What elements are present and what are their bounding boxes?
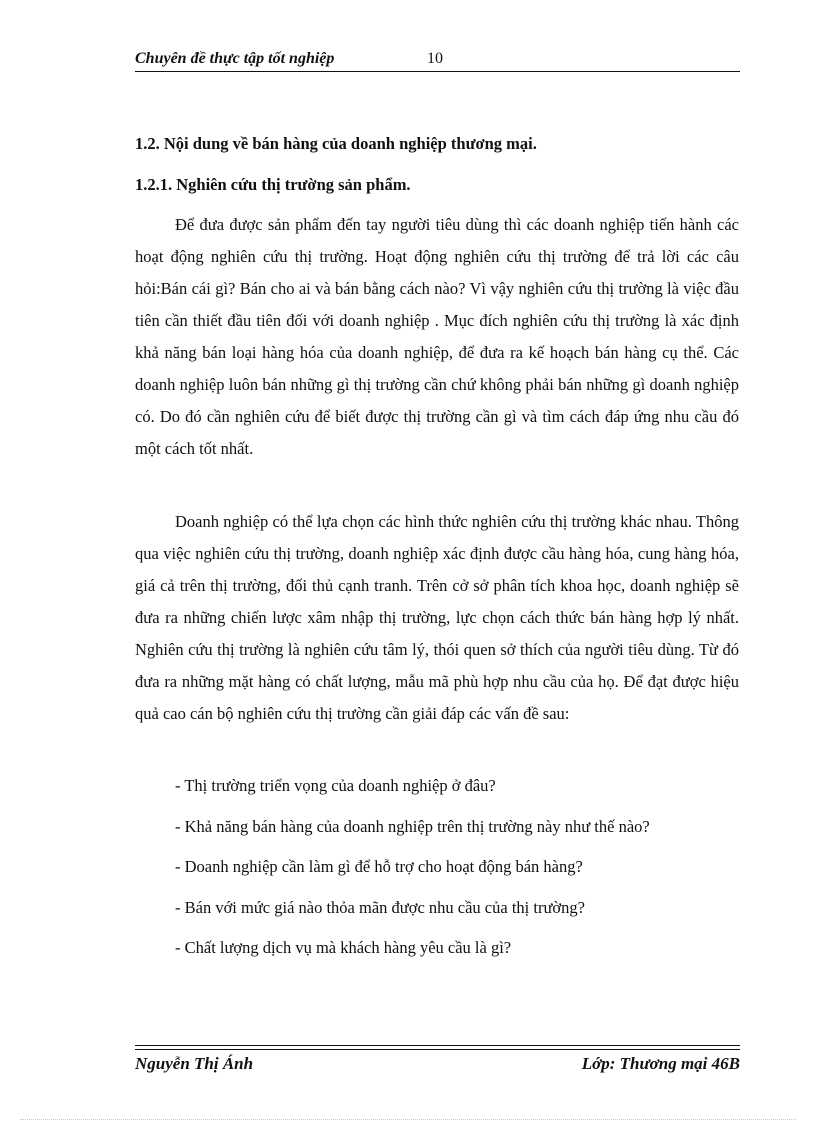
section-heading-1-2: 1.2. Nội dung về bán hàng của doanh nghiệp thương mại. bbox=[135, 134, 537, 153]
paragraph-research-methods: Doanh nghiệp có thể lựa chọn các hình thức nghiên cứu thị trường khác nhau. Thông qua việc nghiên cứu thị trường, doanh nghiệp xác định được cầu hàng hóa, cung hàng hóa, giá cả trên thị trường, đối thủ cạnh tranh. Trên cở sở phân tích khoa học, doanh nghiệp sẽ đưa ra những chiến lược xâm nhập thị trường, lực chọn cách thức bán hàng hợp lý nhất. Nghiên cứu thị trường là nghiên cứu tâm lý, thói quen sở thích của người tiêu dùng. Từ đó đưa ra những mặt hàng có chất lượng, mẫu mã phù hợp nhu cầu của họ. Để đạt được hiệu quả cao cán bộ nghiên cứu thị trường cần giải đáp các vấn đề sau: bbox=[135, 512, 739, 723]
footer-divider-bottom bbox=[135, 1049, 740, 1050]
page-header bbox=[135, 48, 740, 72]
paragraph-market-research-intro: Để đưa được sản phẩm đến tay người tiêu dùng thì các doanh nghiệp tiến hành các hoạt động nghiên cứu thị trường. Hoạt động nghiên cứu thị trường để trả lời các câu hỏi:Bán cái gì? Bán cho ai và bán bằng cách nào? Vì vậy nghiên cứu thị trường là việc đầu tiên cần thiết đầu tiên đối với doanh nghiệp . Mục đích nghiên cứu thị trường là xác định khả năng bán loại hàng hóa của doanh nghiệp, để đưa ra kế hoạch bán hàng cụ thể. Các doanh nghiệp luôn bán những gì thị trường cần chứ không phải bán những gì doanh nghiệp có. Do đó cần nghiên cứu để biết được thị trường cần gì và tìm cách đáp ứng nhu cầu đó một cách tốt nhất. bbox=[135, 215, 739, 458]
question-item-4: - Bán với mức giá nào thỏa mãn được nhu cầu của thị trường? bbox=[175, 898, 585, 917]
page-number: 10 bbox=[427, 50, 443, 67]
question-item-5: - Chất lượng dịch vụ mà khách hàng yêu cầu là gì? bbox=[175, 938, 512, 957]
footer-class: Lớp: Thương mại 46B bbox=[581, 1054, 740, 1073]
question-item-3: - Doanh nghiệp cần làm gì để hỗ trợ cho hoạt động bán hàng? bbox=[175, 857, 583, 876]
footer-author: Nguyễn Thị Ánh bbox=[135, 1054, 254, 1073]
question-item-2: - Khả năng bán hàng của doanh nghiệp trên thị trường này như thế nào? bbox=[175, 817, 650, 836]
question-item-1: - Thị trường triển vọng của doanh nghiệp ở đâu? bbox=[175, 776, 496, 795]
footer-divider-top bbox=[135, 1045, 740, 1046]
subsection-heading-1-2-1: 1.2.1. Nghiên cứu thị trường sản phẩm. bbox=[135, 175, 411, 194]
page-edge-divider bbox=[20, 1119, 796, 1120]
header-divider bbox=[135, 71, 740, 72]
document-title: Chuyên đề thực tập tốt nghiệp bbox=[135, 50, 335, 67]
